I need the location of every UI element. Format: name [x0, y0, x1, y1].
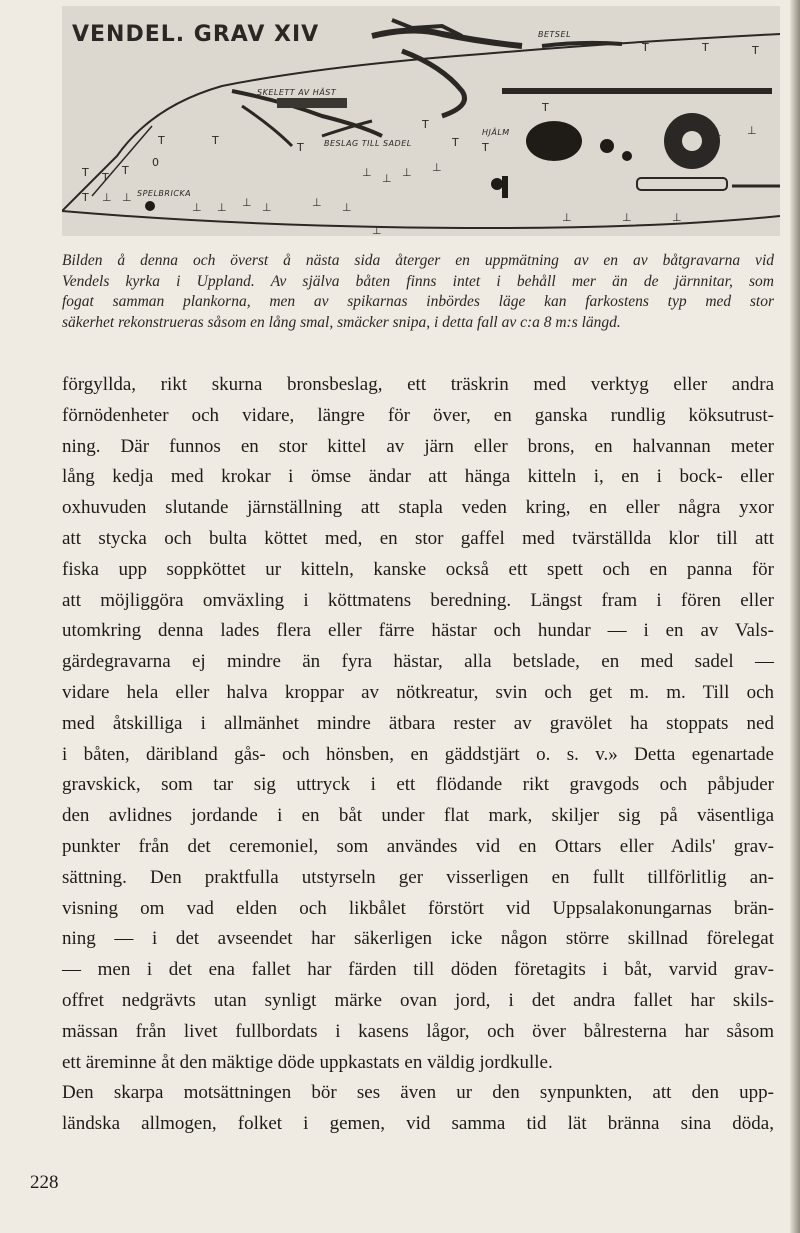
body-line: ning — i det avseendet har säkerligen icke någon större skillnad förelegat	[62, 928, 774, 950]
grave-plan-figure	[62, 6, 780, 236]
body-line: förnödenheter och vidare, längre för över, en ganska rundlig köksutrust-	[62, 404, 774, 426]
label-saddle-fittings: BESLAG TILL SADEL	[324, 139, 412, 148]
body-line: att möjliggöra omväxling i köttmatens beredning. Längst fram i fören eller	[62, 589, 774, 611]
body-line: fiska upp soppköttet ur kitteln, kanske också ett spett och en panna för	[62, 558, 774, 580]
svg-text:T: T	[82, 191, 89, 204]
svg-text:⊥: ⊥	[362, 166, 372, 179]
body-line: oxhuvuden slutande järnställning att stapla veden kring, en eller några yxor	[62, 497, 774, 519]
svg-text:⊥: ⊥	[217, 201, 227, 214]
svg-text:⊥: ⊥	[372, 224, 382, 236]
svg-text:⊥: ⊥	[562, 211, 572, 224]
body-text	[62, 370, 774, 1140]
body-line: offret nedgrävts utan synligt märke ovan jord, i det andra fallet har skils-	[62, 989, 774, 1011]
label-helmet: HJÄLM	[482, 128, 510, 137]
svg-text:T: T	[642, 41, 649, 54]
label-skeleton-horse: SKELETT AV HÄST	[257, 88, 337, 97]
label-game-piece: SPELBRICKA	[137, 189, 192, 198]
svg-text:⊥: ⊥	[402, 166, 412, 179]
svg-text:⊥: ⊥	[102, 191, 112, 204]
caption-line: fogat samman plankorna, men av spikarnas inbördes läge kan farkostens typ med stor	[62, 293, 774, 310]
body-line: ländska allmogen, folket i gemen, vid samma tid lät bränna sina döda,	[62, 1113, 774, 1135]
svg-text:⊥: ⊥	[192, 201, 202, 214]
body-line: — men i det ena fallet har färden till döden företagits i båt, varvid grav-	[62, 959, 774, 981]
body-line: med åtskilliga i allmänhet mindre ätbara rester av gravölet ha stoppats ned	[62, 712, 774, 734]
svg-text:⊥: ⊥	[382, 172, 392, 185]
body-line: gravskick, som tar sig uttryck i ett flödande rikt gravgods och påbjuder	[62, 774, 774, 796]
svg-text:T: T	[122, 164, 129, 177]
svg-text:⊥: ⊥	[312, 196, 322, 209]
caption-line: Vendels kyrka i Uppland. Av själva båten finns intet i behåll mer än de järnnitar, som	[62, 272, 774, 290]
svg-text:T: T	[82, 166, 89, 179]
svg-text:⊥: ⊥	[622, 211, 632, 224]
svg-text:⊥: ⊥	[342, 201, 352, 214]
body-line: punkter från det ceremoniel, som användes vid en Ottars eller Adils' grav-	[62, 835, 774, 857]
svg-text:⊥: ⊥	[747, 124, 757, 137]
body-line: Den skarpa motsättningen bör ses även ur den synpunkten, att den upp-	[62, 1082, 774, 1104]
body-line: gärdegravarna ej mindre än fyra hästar, alla betslade, en med sadel —	[62, 651, 774, 673]
svg-text:0: 0	[152, 156, 159, 169]
label-bridle: BETSEL	[538, 30, 572, 39]
svg-text:T: T	[452, 136, 459, 149]
page-number: 228	[30, 1172, 59, 1193]
svg-text:T: T	[422, 118, 429, 131]
body-line: i båten, däribland gås- och hönsben, en gäddstjärt o. s. v.» Detta egenartade	[62, 743, 774, 765]
svg-text:⊥: ⊥	[242, 196, 252, 209]
svg-text:T: T	[158, 134, 165, 147]
figure-caption	[62, 251, 774, 333]
svg-text:T: T	[752, 44, 759, 57]
body-line: visning om vad elden och likbålet förstört vid Uppsalakonungarnas brän-	[62, 897, 774, 919]
svg-text:T: T	[212, 134, 219, 147]
svg-text:⊥: ⊥	[432, 161, 442, 174]
svg-text:T: T	[102, 171, 109, 184]
caption-line: Bilden å denna och överst å nästa sida återger en uppmätning av en av båtgravarna vid	[62, 252, 774, 269]
svg-text:⊥: ⊥	[672, 211, 682, 224]
body-line: utomkring denna lades flera eller färre hästar och hundar — i en av Vals-	[62, 620, 774, 642]
body-line: förgyllda, rikt skurna bronsbeslag, ett träskrin med verktyg eller andra	[62, 374, 774, 395]
page-edge	[790, 0, 800, 1233]
svg-text:T: T	[297, 141, 304, 154]
svg-text:⊥: ⊥	[262, 201, 272, 214]
body-line: ett äreminne åt den mäktige döde uppkastats en väldig jordkulle.	[62, 1051, 553, 1073]
body-line: lång kedja med krokar i ömse ändar att hänga kitteln i, en i bock- eller	[62, 466, 774, 488]
caption-line: säkerhet rekonstrueras såsom en lång smal, smäcker snipa, i detta fall av c:a 8 m:s längd.	[62, 313, 621, 331]
body-line: vidare hela eller halva kroppar av nötkreatur, svin och get m. m. Till och	[62, 681, 774, 703]
figure-title: VENDEL. GRAV XIV	[72, 22, 320, 47]
svg-text:T: T	[702, 41, 709, 54]
body-line: sättning. Den praktfulla utstyrseln ger visserligen en fullt tillförlitlig an-	[62, 866, 774, 888]
svg-text:T: T	[482, 141, 489, 154]
body-line: ning. Där funnos en stor kittel av järn eller brons, en halvannan meter	[62, 435, 774, 457]
body-line: mässan från livet fullbordats i kasens lågor, och över bålresterna har såsom	[62, 1020, 774, 1042]
svg-text:T: T	[542, 101, 549, 114]
body-line: den avlidnes jordande i en båt under flat mark, skiljer sig på väsentliga	[62, 805, 774, 827]
svg-text:⊥: ⊥	[712, 126, 722, 139]
svg-text:⊥: ⊥	[122, 191, 132, 204]
body-line: att stycka och bulta köttet med, en stor gaffel med tvärställda klor till att	[62, 527, 774, 549]
